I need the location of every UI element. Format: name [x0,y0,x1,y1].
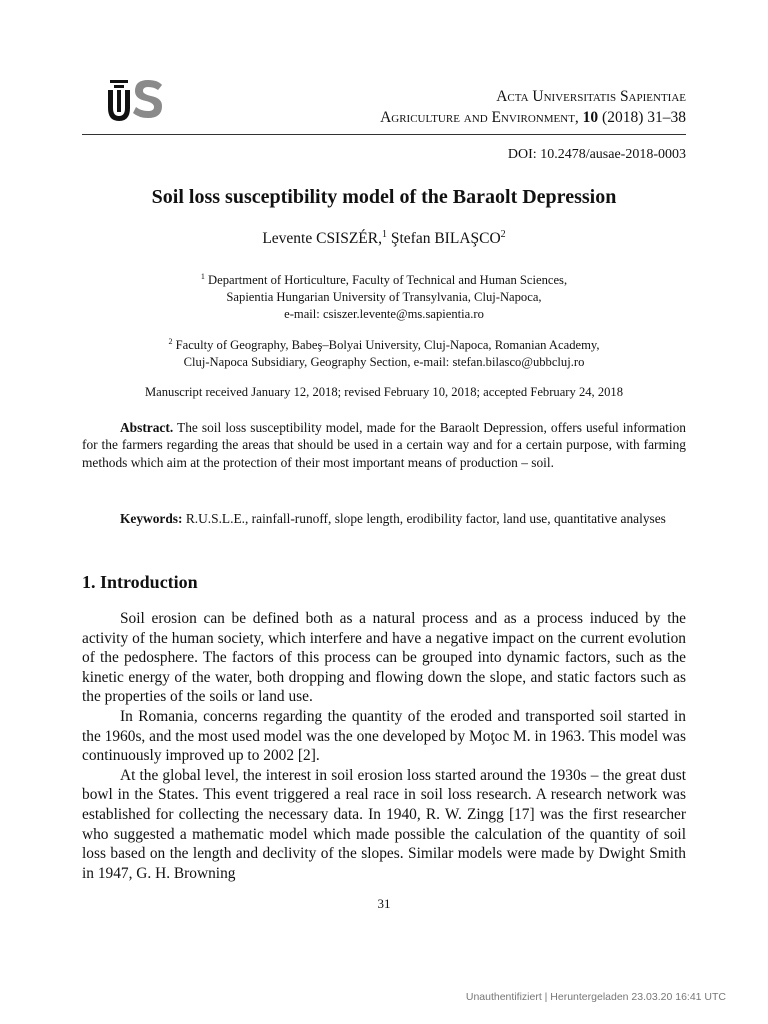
affiliation-1-email: e-mail: csiszer.levente@ms.sapientia.ro [284,307,484,322]
university-logo-icon [104,76,168,124]
journal-issue [380,107,686,128]
journal-header [380,86,686,128]
doi: DOI: 10.2478/ausae-2018-0003 [507,147,686,162]
author-2: Ştefan BILAŞCO [387,230,501,248]
section-heading: 1. Introduction [82,572,198,592]
author-2-sup: 2 [500,229,506,240]
download-footer: Unauthentifiziert | Heruntergeladen 23.03.20 16:41 UTC [465,991,726,1003]
paragraph: At the global level, the interest in soil erosion loss started around the 1930s – the great dust bowl in the States. This event triggered a real race in soil loss research. A research network was established for collecting the necessary data. In 1940, R. W. Zingg [17] was the first researcher who suggested a mathematic model which made possible the calculation of the quantity of soil loss based on the length and declivity of the slopes. Similar models were made by Dwight Smith in 1947, G. H. Browning [82,766,686,882]
paragraph: In Romania, concerns regarding the quantity of the eroded and transported soil started in the 1960s, and the most used model was the one developed by Moţoc M. in 1963. This model was continuously improved up to 2002 [2]. [82,707,686,765]
affiliation-1 [0,268,768,323]
section-body [82,609,686,883]
journal-name: Acta Universitatis Sapientiae [496,88,686,105]
article-title: Soil loss susceptibility model of the Baraolt Depression [151,186,617,208]
journal-series: Agriculture and Environment, [380,109,583,126]
affiliation-1-sup: 1 [200,272,205,281]
keywords-text: R.U.S.L.E., rainfall-runoff, slope length, erodibility factor, land use, quantitative analyses [182,511,666,526]
affiliation-2-line-1: Faculty of Geography, Babeş–Bolyai University, Cluj-Napoca, Romanian Academy, [172,338,600,353]
keywords-label: Keywords: [120,511,183,526]
manuscript-dates: Manuscript received January 12, 2018; revised February 10, 2018; accepted February 24, 2018 [144,385,624,399]
abstract-text: The soil loss susceptibility model, made for the Baraolt Depression, offers useful information for the farmers regarding the areas that should be used in a certain way and for a certain purpose, with farming methods which aim at the protection of their most important means of production – soil. [82,420,686,470]
authors [0,229,768,248]
abstract-label: Abstract. [120,420,174,435]
journal-year-pages: (2018) 31–38 [598,109,686,126]
journal-volume: 10 [582,109,599,126]
affiliation-1-line-1: Department of Horticulture, Faculty of Technical and Human Sciences, [204,273,568,288]
affiliation-2-line-2: Cluj-Napoca Subsidiary, Geography Section, e-mail: stefan.bilasco@ubbcluj.ro [183,355,585,370]
affiliation-2 [0,333,768,371]
affiliation-2-sup: 2 [168,337,173,346]
header-divider [82,134,686,135]
paragraph: Soil erosion can be defined both as a natural process and as a process induced by the activity of the human society, which interfere and have a negative impact on the current evolution of the pedosphere. The factors of this process can be grouped into dynamic factors, such as the kinetic energy of the water, both dropping and flowing down the slope, and static factors such as the properties of the soils or land use. [82,610,686,706]
author-1-sup: 1 [382,229,387,240]
keywords [82,510,686,527]
page-number: 31 [377,896,391,911]
author-1: Levente CSISZÉR, [262,230,382,248]
affiliation-1-line-2: Sapientia Hungarian University of Transylvania, Cluj-Napoca, [226,290,542,305]
abstract [82,419,686,471]
